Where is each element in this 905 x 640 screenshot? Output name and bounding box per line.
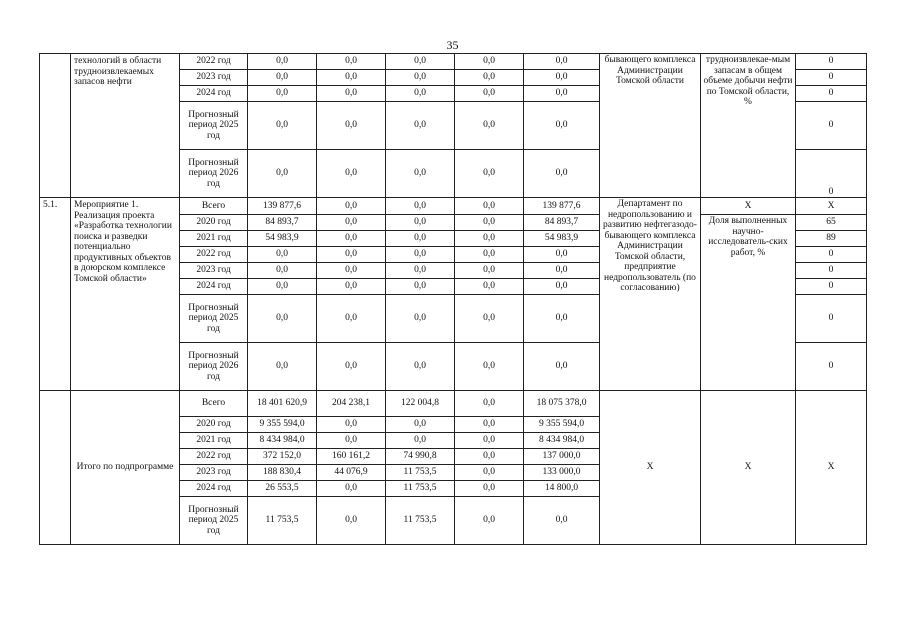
x-cell: X — [701, 391, 796, 545]
period-cell: Прогнозный период 2026 год — [180, 343, 248, 391]
amount-cell: 11 753,5 — [386, 481, 455, 497]
amount-cell: 18 401 620,9 — [248, 391, 317, 417]
amount-cell: 0,0 — [317, 417, 386, 433]
amount-cell: 84 893,7 — [524, 215, 600, 231]
amount-cell: 0,0 — [317, 150, 386, 198]
amount-cell: 137 000,0 — [524, 449, 600, 465]
amount-cell: 160 161,2 — [317, 449, 386, 465]
amount-cell: 0,0 — [386, 150, 455, 198]
amount-cell: 0,0 — [455, 433, 524, 449]
amount-cell: 0,0 — [386, 70, 455, 86]
amount-cell: 0,0 — [455, 215, 524, 231]
period-cell: Прогнозный период 2025 год — [180, 295, 248, 343]
amount-cell: 0,0 — [248, 54, 317, 70]
indicator-value-cell: 0 — [796, 150, 867, 198]
period-cell: 2023 год — [180, 263, 248, 279]
amount-cell: 0,0 — [524, 263, 600, 279]
amount-cell: 0,0 — [455, 391, 524, 417]
amount-cell: 0,0 — [386, 86, 455, 102]
amount-cell: 0,0 — [455, 86, 524, 102]
subprogram-table — [39, 53, 867, 545]
period-cell: Всего — [180, 391, 248, 417]
amount-cell: 0,0 — [386, 231, 455, 247]
period-cell: 2021 год — [180, 433, 248, 449]
amount-cell: 0,0 — [524, 295, 600, 343]
period-cell: Всего — [180, 198, 248, 215]
amount-cell: 0,0 — [524, 247, 600, 263]
amount-cell: 0,0 — [386, 215, 455, 231]
amount-cell: 0,0 — [455, 263, 524, 279]
period-cell: Прогнозный период 2025 год — [180, 497, 248, 545]
indicator-value-cell: 0 — [796, 295, 867, 343]
amount-cell: 26 553,5 — [248, 481, 317, 497]
indicator-value-cell: 0 — [796, 102, 867, 150]
amount-cell: 8 434 984,0 — [248, 433, 317, 449]
amount-cell: 0,0 — [524, 54, 600, 70]
amount-cell: 0,0 — [524, 497, 600, 545]
amount-cell: 18 075 378,0 — [524, 391, 600, 417]
amount-cell: 0,0 — [455, 198, 524, 215]
period-cell: 2020 год — [180, 215, 248, 231]
amount-cell: 0,0 — [317, 497, 386, 545]
amount-cell: 0,0 — [317, 70, 386, 86]
indicator-value-cell: 89 — [796, 231, 867, 247]
amount-cell: 0,0 — [317, 86, 386, 102]
period-cell: 2021 год — [180, 231, 248, 247]
amount-cell: 0,0 — [386, 279, 455, 295]
amount-cell: 0,0 — [455, 54, 524, 70]
x-cell: X — [600, 391, 701, 545]
amount-cell: 0,0 — [317, 215, 386, 231]
amount-cell: 0,0 — [317, 481, 386, 497]
amount-cell: 139 877,6 — [524, 198, 600, 215]
amount-cell: 0,0 — [386, 343, 455, 391]
amount-cell: 0,0 — [248, 343, 317, 391]
amount-cell: 372 152,0 — [248, 449, 317, 465]
period-cell: 2023 год — [180, 465, 248, 481]
amount-cell: 0,0 — [317, 54, 386, 70]
x-cell: X — [796, 391, 867, 545]
amount-cell: 0,0 — [386, 247, 455, 263]
amount-cell: 0,0 — [386, 198, 455, 215]
period-cell: 2023 год — [180, 70, 248, 86]
amount-cell: 54 983,9 — [248, 231, 317, 247]
amount-cell: 0,0 — [317, 263, 386, 279]
amount-cell: 188 830,4 — [248, 465, 317, 481]
amount-cell: 11 753,5 — [386, 497, 455, 545]
amount-cell: 0,0 — [455, 231, 524, 247]
amount-cell: 0,0 — [386, 263, 455, 279]
amount-cell: 0,0 — [248, 86, 317, 102]
period-cell: 2024 год — [180, 481, 248, 497]
period-cell: 2024 год — [180, 86, 248, 102]
amount-cell: 0,0 — [317, 231, 386, 247]
activity-description: технологий в области трудноизвлекаемых запасов нефти — [71, 54, 180, 198]
amount-cell: 0,0 — [248, 263, 317, 279]
amount-cell: 14 800,0 — [524, 481, 600, 497]
amount-cell: 0,0 — [317, 295, 386, 343]
table-row — [40, 198, 867, 215]
amount-cell: 0,0 — [317, 433, 386, 449]
amount-cell: 0,0 — [455, 150, 524, 198]
amount-cell: 0,0 — [455, 481, 524, 497]
amount-cell: 0,0 — [524, 70, 600, 86]
row-number-cell — [40, 391, 71, 545]
x-cell: X — [796, 198, 867, 215]
indicator-value-cell: 65 — [796, 215, 867, 231]
period-cell: 2024 год — [180, 279, 248, 295]
amount-cell: 0,0 — [455, 417, 524, 433]
indicator-value-cell: 0 — [796, 263, 867, 279]
indicator-value-cell: 0 — [796, 247, 867, 263]
period-cell: Прогнозный период 2026 год — [180, 150, 248, 198]
amount-cell: 0,0 — [386, 102, 455, 150]
amount-cell: 0,0 — [317, 343, 386, 391]
amount-cell: 9 355 594,0 — [524, 417, 600, 433]
amount-cell: 11 753,5 — [386, 465, 455, 481]
x-cell: X — [701, 198, 796, 215]
amount-cell: 0,0 — [455, 247, 524, 263]
amount-cell: 204 238,1 — [317, 391, 386, 417]
amount-cell: 0,0 — [248, 247, 317, 263]
amount-cell: 44 076,9 — [317, 465, 386, 481]
indicator-value-cell: 0 — [796, 54, 867, 70]
period-cell: Прогнозный период 2025 год — [180, 102, 248, 150]
indicator-cell: Доля выполненных научно-исследователь-ских работ, % — [701, 215, 796, 391]
subprogram-total-label: Итого по подпрограмме — [71, 391, 180, 545]
amount-cell: 0,0 — [455, 449, 524, 465]
amount-cell: 0,0 — [524, 102, 600, 150]
page-number: 35 — [446, 38, 459, 52]
amount-cell: 0,0 — [455, 343, 524, 391]
period-cell: 2022 год — [180, 247, 248, 263]
amount-cell: 0,0 — [317, 247, 386, 263]
amount-cell: 9 355 594,0 — [248, 417, 317, 433]
period-cell: 2022 год — [180, 449, 248, 465]
amount-cell: 0,0 — [455, 279, 524, 295]
amount-cell: 0,0 — [386, 295, 455, 343]
indicator-value-cell: 0 — [796, 279, 867, 295]
period-cell: 2020 год — [180, 417, 248, 433]
row-number-cell: 5.1. — [40, 198, 71, 391]
amount-cell: 0,0 — [455, 465, 524, 481]
amount-cell: 0,0 — [524, 343, 600, 391]
amount-cell: 0,0 — [455, 497, 524, 545]
amount-cell: 122 004,8 — [386, 391, 455, 417]
amount-cell: 0,0 — [386, 417, 455, 433]
row-number-cell — [40, 54, 71, 198]
amount-cell: 8 434 984,0 — [524, 433, 600, 449]
amount-cell: 0,0 — [455, 102, 524, 150]
amount-cell: 0,0 — [524, 279, 600, 295]
amount-cell: 0,0 — [317, 279, 386, 295]
amount-cell: 0,0 — [455, 70, 524, 86]
period-cell: 2022 год — [180, 54, 248, 70]
table-row — [40, 54, 867, 70]
amount-cell: 0,0 — [248, 102, 317, 150]
table-row — [40, 391, 867, 417]
indicator-value-cell: 0 — [796, 70, 867, 86]
amount-cell: 0,0 — [248, 279, 317, 295]
amount-cell: 0,0 — [248, 70, 317, 86]
amount-cell: 0,0 — [317, 102, 386, 150]
amount-cell: 0,0 — [386, 54, 455, 70]
indicator-value-cell: 0 — [796, 343, 867, 391]
executor-cell: Департамент по недропользованию и развитию нефтегазодо-бывающего комплекса Администрации Томской области, предприятие недропользователь (по согласованию) — [600, 198, 701, 391]
amount-cell: 0,0 — [524, 150, 600, 198]
executor-cell: бывающего комплекса Администрации Томской области — [600, 54, 701, 198]
amount-cell: 0,0 — [248, 150, 317, 198]
amount-cell: 0,0 — [386, 433, 455, 449]
indicator-cell: трудноизвлекае-мым запасам в общем объеме добычи нефти по Томской области, % — [701, 54, 796, 198]
amount-cell: 84 893,7 — [248, 215, 317, 231]
amount-cell: 0,0 — [317, 198, 386, 215]
amount-cell: 54 983,9 — [524, 231, 600, 247]
amount-cell: 0,0 — [248, 295, 317, 343]
amount-cell: 11 753,5 — [248, 497, 317, 545]
amount-cell: 133 000,0 — [524, 465, 600, 481]
indicator-value-cell: 0 — [796, 86, 867, 102]
amount-cell: 139 877,6 — [248, 198, 317, 215]
amount-cell: 0,0 — [455, 295, 524, 343]
amount-cell: 74 990,8 — [386, 449, 455, 465]
activity-description: Мероприятие 1. Реализация проекта «Разработка технологии поиска и разведки потенциально продуктивных объектов в доюрском комплексе Томской области» — [71, 198, 180, 391]
amount-cell: 0,0 — [524, 86, 600, 102]
